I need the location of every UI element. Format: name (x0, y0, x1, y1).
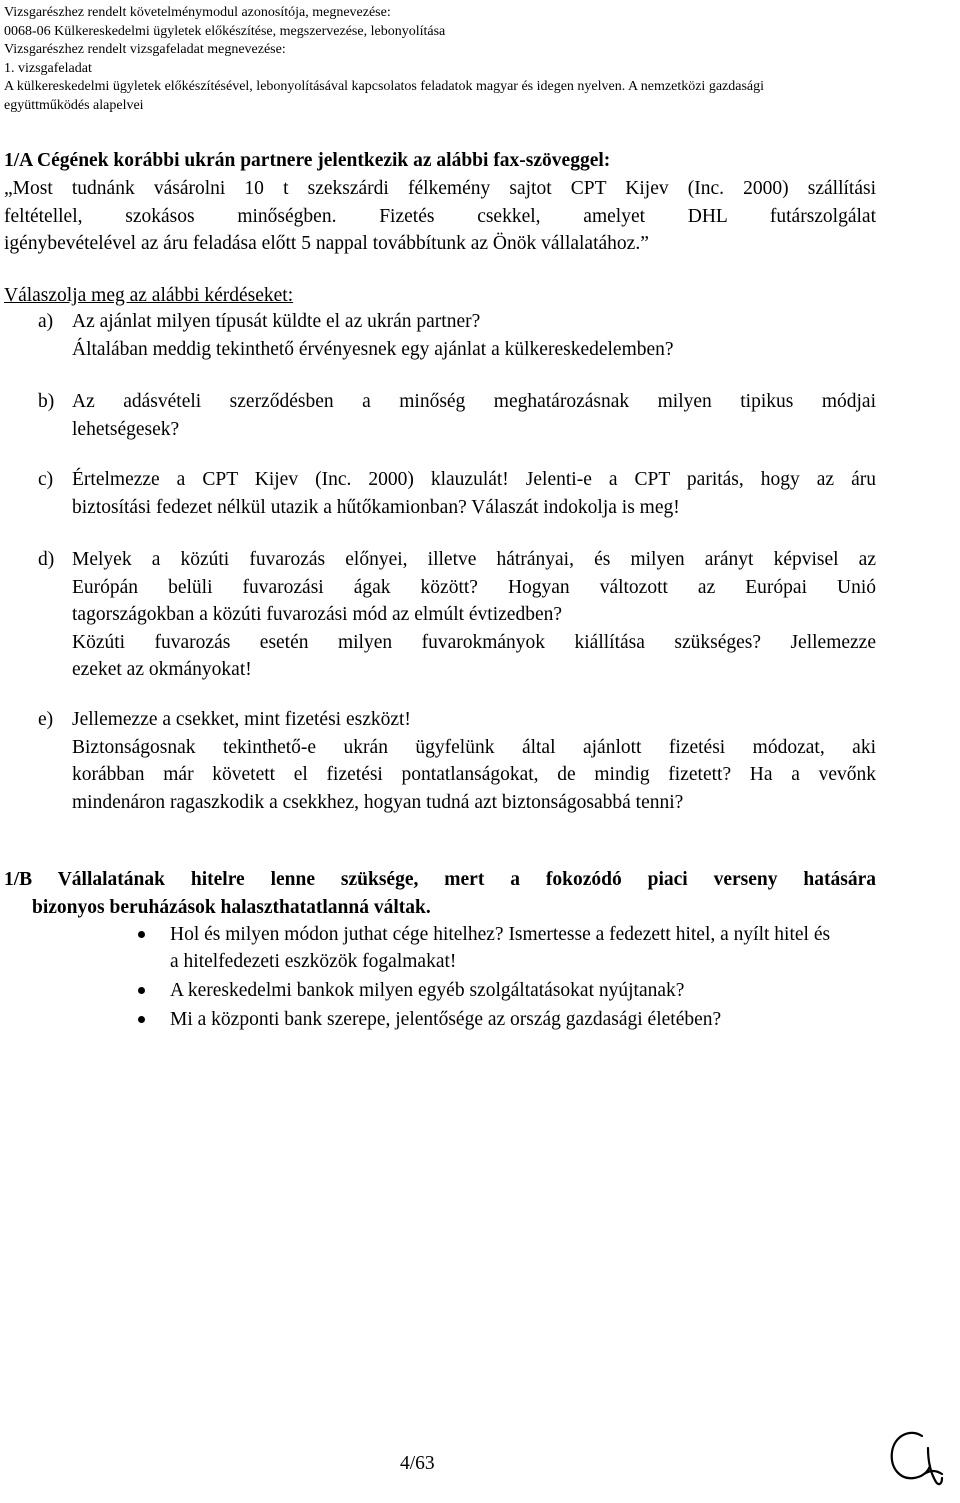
question-line: lehetségesek? (72, 418, 180, 440)
fax-line: „Most tudnánk vásárolni 10 t szekszárdi félkemény sajtot CPT Kijev (Inc. 2000) szállítási (4, 178, 876, 199)
header-line: Vizsgarészhez rendelt vizsgafeladat megnevezése: (4, 42, 286, 58)
question-line: tagországokban a közúti fuvarozási mód az elmúlt évtizedben? (72, 604, 563, 625)
question-label: a) (38, 311, 54, 332)
question-label: e) (38, 709, 54, 730)
question-line: Az adásvételi szerződésben a minőség meghatározásnak milyen tipikus módjai (72, 391, 876, 412)
list-item (138, 977, 838, 1004)
section-b-title-line: bizonyos beruházások halaszthatatlanná váltak. (32, 896, 431, 918)
question-line: Melyek a közúti fuvarozás előnyei, illetve hátrányai, és milyen arányt képvisel az (72, 549, 876, 570)
section-b-title-line: 1/B Vállalatának hitelre lenne szüksége, mert a fokozódó piaci verseny hatására (4, 869, 876, 890)
fax-line: igénybevételével az áru feladása előtt 5 nappal továbbítunk az Önök vállalatához.” (4, 233, 649, 254)
list-item (138, 921, 838, 975)
page-header (4, 4, 956, 116)
question-line: Értelmezze a CPT Kijev (Inc. 2000) klauzulát! Jelenti-e a CPT paritás, hogy az áru (72, 469, 876, 490)
bullet-icon (138, 1016, 145, 1023)
question-line: Biztonságosnak tekinthető-e ukrán ügyfelünk által ajánlott fizetési módozat, aki (72, 736, 876, 758)
questions-lead: Válaszolja meg az alábbi kérdéseket: (4, 285, 294, 306)
header-line: Vizsgarészhez rendelt követelménymodul azonosítója, megnevezése: (4, 5, 391, 20)
fax-text (4, 175, 876, 258)
question-line: korábban már követett el fizetési pontatlanságokat, de mindig fizetett? Ha a vevőnk (72, 764, 876, 785)
question-label: c) (38, 469, 54, 490)
signature-icon (870, 1418, 950, 1492)
section-b-bullets (138, 921, 838, 1033)
question-line: Közúti fuvarozás esetén milyen fuvarokmányok kiállítása szükséges? Jellemezze (72, 631, 876, 653)
section-a-title: 1/A Cégének korábbi ukrán partnere jelentkezik az alábbi fax-szöveggel: (4, 150, 611, 171)
question-line: mindenáron ragaszkodik a csekkhez, hogyan tudná azt biztonságosabbá tenni? (72, 791, 684, 813)
question-e (38, 706, 876, 816)
bullet-text: Hol és milyen módon juthat cége hitelhez? Ismertesse a fedezett hitel, a nyílt hitel és a hitelfedezeti eszközök fogalmakat! (170, 924, 831, 972)
fax-line: feltétellel, szokásos minőségben. Fizetés csekkel, amelyet DHL futárszolgálat (4, 205, 876, 227)
question-c (38, 466, 876, 521)
question-line: Általában meddig tekinthető érvényesnek egy ajánlat a külkereskedelemben? (72, 338, 674, 360)
bullet-text: Mi a központi bank szerepe, jelentősége az ország gazdasági életében? (170, 1009, 722, 1030)
question-line: ezeket az okmányokat! (72, 659, 252, 680)
bullet-icon (138, 987, 145, 994)
header-line: 0068-06 Külkereskedelmi ügyletek előkészítése, megszervezése, lebonyolítása (4, 23, 446, 39)
question-line: Európán belüli fuvarozási ágak között? Hogyan változott az Európai Unió (72, 576, 876, 598)
bullet-text: A kereskedelmi bankok milyen egyéb szolgáltatásokat nyújtanak? (170, 980, 685, 1001)
header-line: A külkereskedelmi ügyletek előkészítésével, lebonyolításával kapcsolatos feladatok magyar és idegen nyelven. A nemzetközi gazdasági (4, 79, 765, 95)
page-number: 4/63 (400, 1453, 435, 1474)
question-d (38, 546, 876, 684)
question-b (38, 388, 876, 443)
header-line: együttműködés alapelvei (4, 97, 144, 113)
question-label: d) (38, 549, 55, 570)
question-a (38, 308, 876, 363)
question-line: biztosítási fedezet nélkül utazik a hűtőkamionban? Válaszát indokolja is meg! (72, 496, 680, 518)
question-line: Jellemezze a csekket, mint fizetési eszközt! (72, 709, 411, 730)
bullet-icon (138, 931, 145, 938)
header-line: 1. vizsgafeladat (4, 60, 92, 76)
question-label: b) (38, 391, 55, 412)
section-b-title (4, 866, 876, 921)
question-line: Az ajánlat milyen típusát küldte el az ukrán partner? (72, 311, 481, 332)
list-item (138, 1006, 838, 1033)
